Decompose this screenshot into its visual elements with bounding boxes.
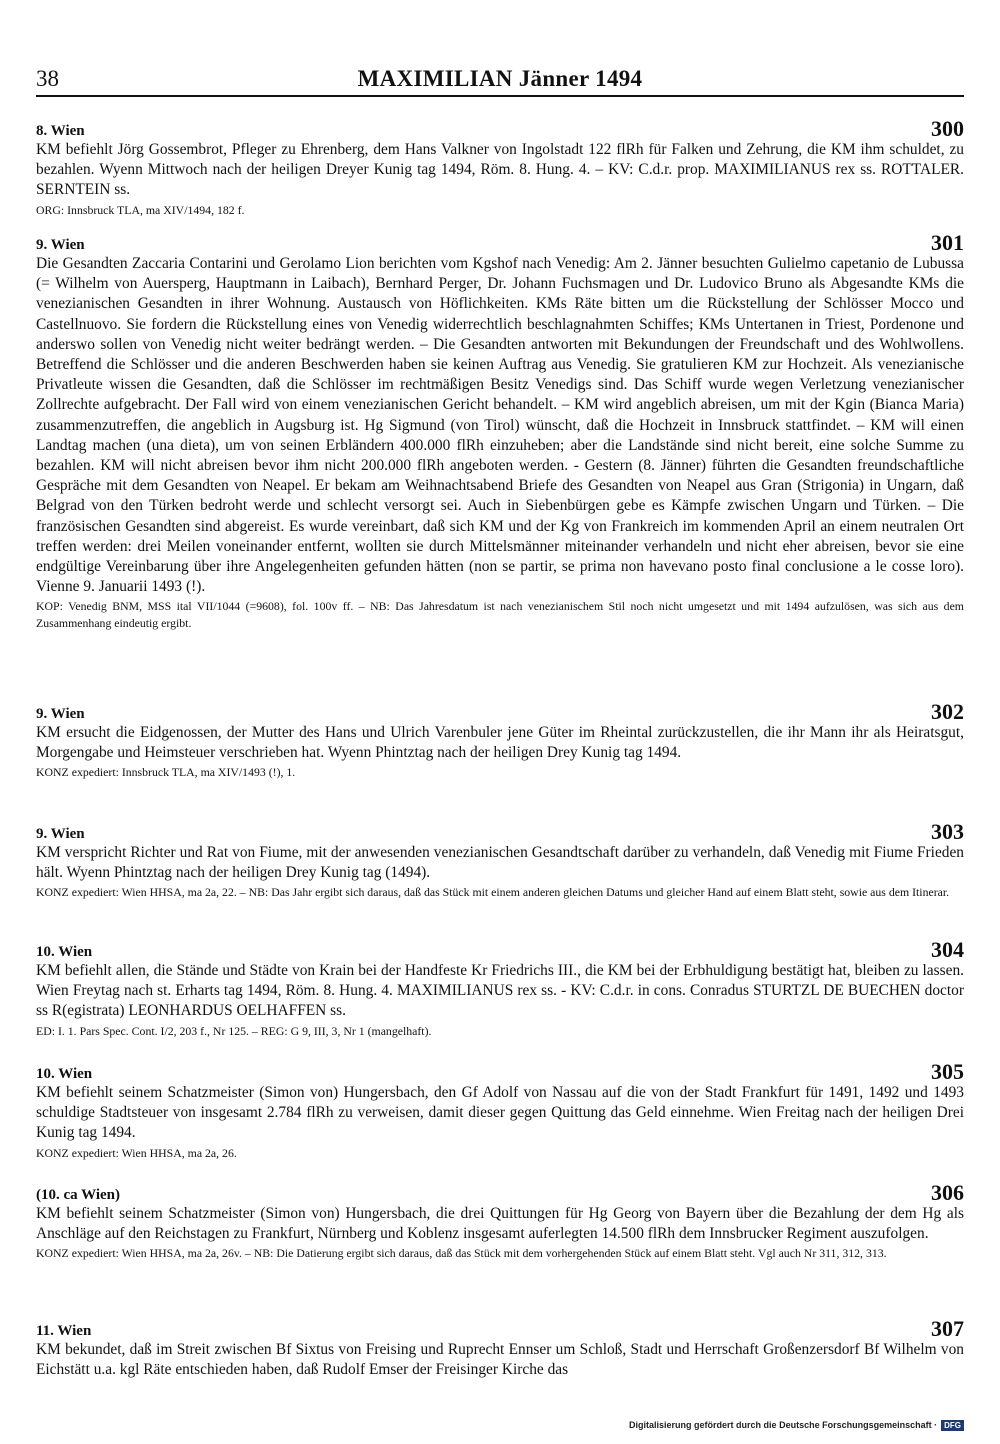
entry-date: 9. Wien [36,237,85,253]
entry-306 [36,1182,964,1262]
entry-305 [36,1061,964,1162]
entry-number: 303 [931,819,964,844]
entry-date: 11. Wien [36,1323,92,1339]
entry-300 [36,118,964,219]
entry-body: KM ersucht die Eidgenossen, der Mutter des Hans und Ulrich Varenbuler jene Güter im Rheintal zurückzustellen, die ihr Mann ihr als Heiratsgut, Morgengabe und Heimsteuer verschrieben hat. Wyenn Phintztag nach der heiligen Drey Kunig tag 1494. [36,724,964,762]
entry-307 [36,1318,964,1380]
entry-number: 306 [931,1180,964,1205]
entry-source: ED: I. 1. Pars Spec. Cont. I/2, 203 f., Nr 125. – REG: G 9, III, 3, Nr 1 (mangelhaft). [36,1023,432,1038]
page-header [36,66,964,96]
entry-301 [36,232,964,632]
dfg-logo: DFG [941,1420,964,1431]
footer-credit [629,1420,964,1431]
entry-number: 307 [931,1316,964,1341]
entry-302 [36,701,964,781]
entry-date: 8. Wien [36,123,85,139]
entry-304 [36,939,964,1040]
entry-number: 300 [931,116,964,141]
entry-303 [36,821,964,901]
entry-source: KOP: Venedig BNM, MSS ital VII/1044 (=9608), fol. 100v ff. – NB: Das Jahresdatum ist nach venezianischem Stil noch nicht umgesetzt und mit 1494 aufzulösen, was sich aus dem Zusammenhang eindeutig ergibt. [36,599,964,631]
running-title: MAXIMILIAN Jänner 1494 [357,66,643,91]
entry-body: KM befiehlt allen, die Stände und Städte von Krain bei der Handfeste Kr Friedrichs III., die KM bei der Erbhuldigung bestätigt hat, bleiben zu lassen. Wien Freytag nach st. Erharts tag 1494, Röm. 8. Hung. 4. MAXIMILIANUS rex ss. - KV: C.d.r. in cons. Conradus STURTZL DE BUECHEN doctor ss R(egistrata) LEONHARDUS OELHAFFEN ss. [36,962,964,1020]
entry-number: 304 [931,937,964,962]
entry-body: KM befiehlt Jörg Gossembrot, Pfleger zu Ehrenberg, dem Hans Valkner von Ingolstadt 122 flRh für Falken und Zehrung, die KM ihm schuldet, zu bezahlen. Wyenn Mittwoch nach der heiligen Dreyer Kunig tag 1494, Röm. 8. Hung. 4. – KV: C.d.r. prop. MAXIMILIANUS rex ss. ROTTALER. SERNTEIN ss. [36,141,964,199]
entry-body: KM bekundet, daß im Streit zwischen Bf Sixtus von Freising und Ruprecht Ennser um Schloß, Stadt und Herrschaft Großenzersdorf Bf Wilhelm von Eichstätt u.a. kgl Räte entschieden haben, daß Rudolf Emser der Freisinger Kirche das [36,1341,964,1379]
page-number: 38 [36,66,59,91]
footer-credit-text: Digitalisierung gefördert durch die Deutsche Forschungsgemeinschaft · [629,1420,938,1430]
entry-source: KONZ expediert: Innsbruck TLA, ma XIV/1493 (!), 1. [36,765,296,780]
entry-body: KM befiehlt seinem Schatzmeister (Simon von) Hungersbach, die drei Quittungen für Hg Georg von Bayern über die Bezahlung der dem Hg als Anschläge auf den Reichstagen zu Frankfurt, Nürnberg und Koblenz insgesamt auferlegten 14.500 flRh dem Innsbrucker Regiment auszufolgen. [36,1205,964,1243]
entry-source: KONZ expediert: Wien HHSA, ma 2a, 22. – NB: Das Jahr ergibt sich daraus, daß das Stück mit einem anderen gleichen Datums und gleicher Hand auf einem Blatt steht, sowie aus dem Itinerar. [36,885,950,900]
header-rule [36,95,964,97]
entry-number: 301 [931,230,964,255]
entry-number: 302 [931,699,964,724]
entry-date: 9. Wien [36,706,85,722]
entry-date: 10. Wien [36,944,93,960]
entry-body: KM verspricht Richter und Rat von Fiume, mit der anwesenden venezianischen Gesandtschaft darüber zu verhandeln, daß Venedig mit Fiume Frieden hält. Wyenn Phintztag nach der heiligen Drey Kunig tag (1494). [36,844,964,882]
entry-date: 9. Wien [36,826,85,842]
entry-source: KONZ expediert: Wien HHSA, ma 2a, 26. [36,1145,237,1160]
entry-source: ORG: Innsbruck TLA, ma XIV/1494, 182 f. [36,202,245,217]
entry-body: Die Gesandten Zaccaria Contarini und Gerolamo Lion berichten vom Kgshof nach Venedig: Am 2. Jänner besuchten Gulielmo capetanio de Lubussa (= Wilhelm von Auersperg, Hauptmann in Laibach), Bernhard Perger, Dr. Johann Fuchsmagen und Dr. Ludovico Bruno als Abgesandte KMs die venezianischen Gesandten in ihrer Wohnung. Austausch von Höflichkeiten. KMs Räte bitten um die Rückstellung der Schlösser Mocco und Castellnuovo. Sie fordern die Rückstellung eines von Venedig widerrechtlich beschlagnahmten Schiffes; KMs Untertanen in Triest, Pordenone und anderswo sollen von Venedig nicht weiter bedrängt werden. – Die Gesandten antworten mit Bekundungen der Freundschaft und des Wohlwollens. Betreffend die Schlösser und die anderen Beschwerden haben sie keinen Auftrag aus Venedig. Sie gratulieren KM zur Hochzeit. Als venezianische Privatleute wissen die Gesandten, daß die Schlösser im rechtmäßigen Besitz Venedigs sind. Das Schiff wurde wegen Verletzung venezianischer Zollrechte aufgebracht. Der Fall wird von einem venezianischen Gericht behandelt. – KM wird angeblich abreisen, um mit der Kgin (Bianca Maria) zusammenzutreffen, die angeblich in Augsburg ist. Hg Sigmund (von Tirol) wünscht, daß die Hochzeit in Innsbruck stattfindet. – KM will einen Landtag machen (una dieta), um von seinen Erbländern 400.000 flRh einzuheben; aber die Landstände sind nicht bereit, eine solche Summe zu bezahlen. KM will nicht abreisen bevor ihm nicht 200.000 flRh angeboten werden. - Gestern (8. Jänner) führten die Gesandten freundschaftliche Gespräche mit dem Gesandten von Neapel. Er bekam am Weihnachtsabend Briefe des Gesandten von Neapel aus Gran (Strigonia) in Ungarn, daß Belgrad von den Türken bedroht werde und schlecht versorgt sei. Auch in Siebenbürgen gebe es Kämpfe zwischen Ungarn und Türken. – Die französischen Gesandten sind abgereist. Es wurde vereinbart, daß sich KM und der Kg von Frankreich im kommenden April an einem neutralen Ort treffen werden: drei Meilen voneinander entfernt, wollten sie durch Mittelsmänner miteinander verhandeln und nicht eher abreisen, bevor sie eine endgültige Vereinbarung über ihre Angelegenheiten gefunden hätten (non se partir, se prima non havevano posto final conclusione a le cosse loro). Vienne 9. Januarii 1493 (!). [36,255,964,596]
entry-number: 305 [931,1059,964,1084]
entry-source: KONZ expediert: Wien HHSA, ma 2a, 26v. – NB: Die Datierung ergibt sich daraus, daß das Stück mit dem vorhergehenden Stück auf einem Blatt steht. Vgl auch Nr 311, 312, 313. [36,1246,887,1261]
entry-date: (10. ca Wien) [36,1187,121,1203]
entry-date: 10. Wien [36,1066,93,1082]
entry-body: KM befiehlt seinem Schatzmeister (Simon von) Hungersbach, den Gf Adolf von Nassau auf die von der Stadt Frankfurt für 1491, 1492 und 1493 schuldige Stadtsteuer von insgesamt 2.784 flRh zu verweisen, damit dieser gegen Quittung das Geld einnehme. Wien Freitag nach der heiligen Drei Kunig tag 1494. [36,1084,964,1142]
